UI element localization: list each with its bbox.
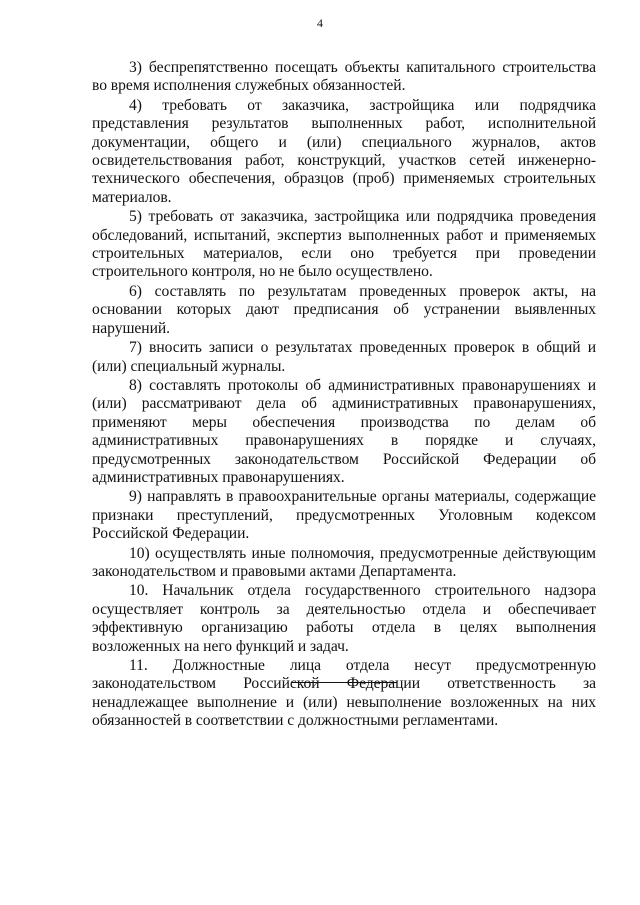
end-divider-line	[291, 682, 397, 683]
paragraph-item-5: 5) требовать от заказчика, застройщика или подрядчика проведения обследований, испытаний, экспертиз выполненных работ и применяемых строительных материалов, если оно требуется при проведении строительного контроля, но не было осуществлено.	[92, 208, 596, 281]
paragraph-item-10: 10) осуществлять иные полномочия, предусмотренные действующим законодательством и правовыми актами Департамента.	[92, 544, 596, 580]
paragraph-item-6: 6) составлять по результатам проведенных проверок акты, на основании которых дают предписания об устранении выявленных нарушений.	[92, 282, 596, 337]
page-number: 4	[317, 16, 323, 30]
document-body	[92, 59, 596, 732]
paragraph-item-4: 4) требовать от заказчика, застройщика или подрядчика представления результатов выполненных работ, исполнительной документации, общего и (или) специального журналов, актов освидетельствования работ, конструкций, участков сетей инженерно-технического обеспечения, образцов (проб) применяемых строительных материалов.	[92, 96, 596, 206]
paragraph-clause-11: 11. Должностные лица отдела несут предусмотренную законодательством Российской Федерации ответственность за ненадлежащее выполнение и (или) невыполнение возложенных на них обязанностей в соответствии с должностными регламентами.	[92, 657, 596, 730]
paragraph-item-3: 3) беспрепятственно посещать объекты капитального строительства во время исполнения служебных обязанностей.	[92, 59, 596, 95]
paragraph-clause-10: 10. Начальник отдела государственного строительного надзора осуществляет контроль за деятельностью отдела и обеспечивает эффективную организацию работы отдела в целях выполнения возложенных на него функций и задач.	[92, 582, 596, 655]
paragraph-item-7: 7) вносить записи о результатах проведенных проверок в общий и (или) специальный журналы.	[92, 339, 596, 375]
paragraph-item-8: 8) составлять протоколы об административных правонарушениях и (или) рассматривают дела об административных правонарушениях, применяют меры обеспечения производства по делам об административных правонарушениях в порядке и случаях, предусмотренных законодательством Российской Федерации об административных правонарушениях.	[92, 376, 596, 486]
paragraph-item-9: 9) направлять в правоохранительные органы материалы, содержащие признаки преступлений, предусмотренных Уголовным кодексом Российской Федерации.	[92, 488, 596, 543]
